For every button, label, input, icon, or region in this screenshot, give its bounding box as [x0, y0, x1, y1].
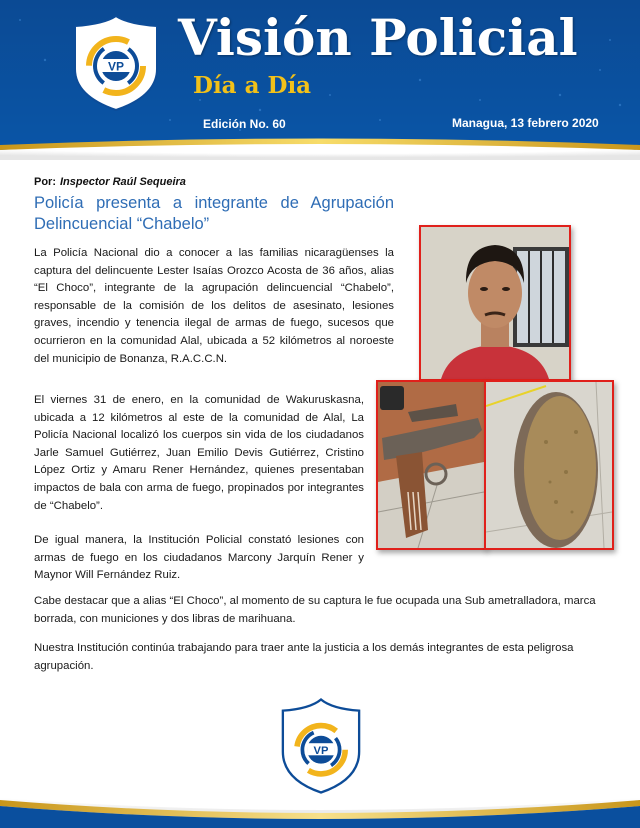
marijuana-photo	[484, 380, 614, 550]
vp-shield-logo-footer	[281, 696, 361, 796]
article-paragraph: Nuestra Institución continúa trabajando para traer ante la justicia a los demás integrantes de esta peligrosa agrupación.	[34, 642, 574, 672]
byline	[34, 176, 186, 188]
footer	[0, 690, 640, 828]
suspect-photo	[419, 225, 571, 381]
by-label: Por:	[34, 176, 56, 188]
publication-title: Visión Policial	[178, 8, 578, 67]
masthead	[0, 0, 640, 160]
article-paragraph: El viernes 31 de enero, en la comunidad de Wakuruskasna, ubicada a 12 kilómetros al este de la comunidad de Alal, La Policía Nacional localizó los cuerpos sin vida de los ciudadanos Jarle Samuel Gutiérrez, Juan Emilio Devis Gutiérrez, Cristino López Ortiz y Amaru Rener Hernández, quienes presentaban impactos de bala con arma de fuego, propinados por integrantes de “Chabelo”.	[34, 394, 364, 512]
logo-text: VP	[107, 59, 125, 74]
publication-subtitle: Día a Día	[193, 72, 312, 99]
weapon-photo	[376, 380, 486, 550]
article-headline: Policía presenta a integrante de Agrupación Delincuencial “Chabelo”	[34, 194, 394, 233]
vp-shield-logo	[73, 14, 159, 112]
article-paragraph: De igual manera, la Institución Policial constató lesiones con armas de fuego en los ciudadanos Marcony Jarquín Rener y Maynor Will Fernández Ruiz.	[34, 534, 364, 582]
author-name: Inspector Raúl Sequeira	[60, 176, 186, 188]
edition-number: Edición No. 60	[203, 117, 286, 131]
logo-text: VP	[313, 744, 329, 757]
dateline: Managua, 13 febrero 2020	[452, 116, 599, 130]
article-paragraph: Cabe destacar que a alias “El Choco”, al momento de su captura le fue ocupada una Sub ametralladora, marca borrada, con municiones y dos libras de marihuana.	[34, 595, 596, 625]
article-paragraph: La Policía Nacional dio a conocer a las familias nicaragüenses la captura del delincuente Lester Isaías Orozco Acosta de 36 años, alias “El Choco”, integrante de la agrupación delincuencial “Chabelo”, responsable de la comisión de los delitos de asesinato, lesiones graves, incendio y tenencia ilegal de armas de fuego, sucesos que ocurrieron en la comunidad Alal, ubicada a 52 kilómetros al noroeste del municipio de Bonanza, R.A.C.C.N.	[34, 247, 394, 365]
